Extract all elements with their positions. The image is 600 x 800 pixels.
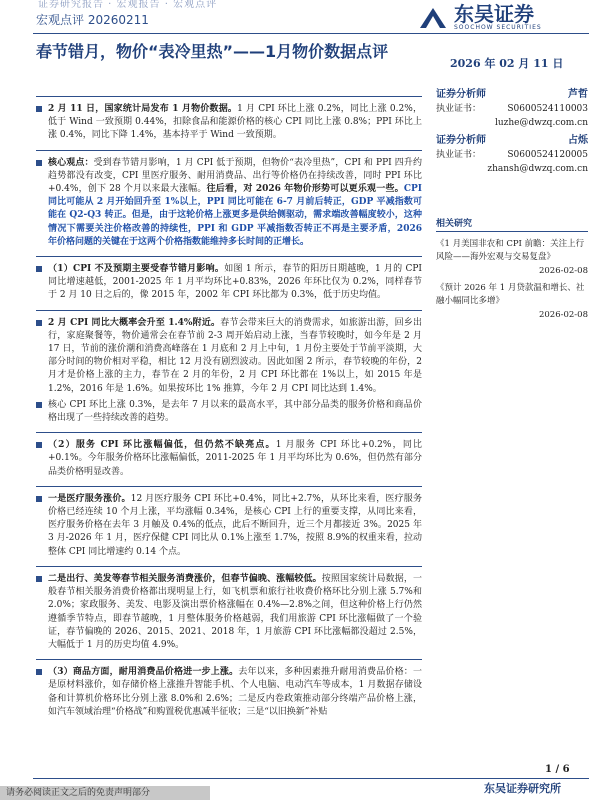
analyst-2-cert-row: [436, 148, 588, 162]
paragraph: [36, 157, 422, 249]
report-section: [36, 566, 422, 659]
paragraph: [36, 103, 422, 143]
analyst-1-cert: S0600524110003: [507, 104, 588, 114]
related-item-title[interactable]: 《预计 2026 年 1 月贷款温和增长、社融小幅同比多增》: [436, 283, 585, 306]
disclaimer-banner: 请务必阅读正文之后的免责声明部分: [0, 786, 210, 800]
paragraph-lead: （3）商品方面，耐用消费品价格进一步上涨。: [48, 667, 239, 678]
paragraph-text: 核心 CPI 环比上涨 0.3%，是去年 7 月以来的最高水平，其中部分品类的服务价格和商品价格出现了一些持续改善的趋势。: [48, 399, 422, 424]
report-series: 宏观点评 20260211: [36, 13, 149, 27]
report-section: [36, 659, 422, 726]
paragraph-text: 去年以来，多种因素推升耐用消费品价格：一是原材料涨价，如存储价格上涨推升智能手机、个人电脑、电动汽车等成本，1 月数据存储设备和计算机价格环比分别上涨 8.0%和 2.6%；二是反内卷政策推动部分终端产品价格上涨，如汽车领域治理“价格战”和购置税优惠减半征收；三是“以旧换新”补贴: [48, 667, 422, 717]
header-divider: [33, 33, 589, 34]
paragraph: [36, 573, 422, 652]
report-section: [36, 432, 422, 486]
bullet-square-icon: [36, 576, 42, 582]
report-body: [36, 96, 422, 726]
paragraph: [36, 439, 422, 479]
analyst-1-cert-row: [436, 102, 588, 116]
paragraph-text: 1 月服务 CPI 环比+0.2%，同比+0.1%。今年服务价格环比涨幅偏低，2011-2025 年 1 月平均环比为 0.6%，但仍然有部分品类价格明显改善。: [48, 440, 422, 477]
footer-divider: [33, 778, 589, 779]
bullet-square-icon: [36, 496, 42, 502]
analyst-block: [436, 88, 588, 176]
paragraph: [36, 666, 422, 719]
related-research-heading: 相关研究: [436, 216, 588, 232]
paragraph-text: 受到春节错月影响，1 月 CPI 低于预期，但物价“表冷里热”，CPI 和 PPI 四升约趋势都没有改变，CPI 里医疗服务、耐用消费品、出行等价格仍在持续改善，同时 PPI 环比+0.4%，创下 28 个月以来最大涨幅。: [48, 157, 422, 195]
bullet-square-icon: [36, 669, 42, 675]
analyst-2-email[interactable]: zhansh@dwzq.com.cn: [487, 164, 588, 174]
paragraph: [36, 399, 422, 425]
bullet-square-icon: [36, 442, 42, 448]
analyst-1-name: 芦哲: [568, 89, 588, 100]
related-research-list: [436, 238, 588, 320]
report-section: [36, 96, 422, 150]
logo-text-cn: 东吴证券: [454, 1, 534, 26]
paragraph-text: 12 月医疗服务 CPI 环比+0.4%，同比+2.7%，从环比来看，医疗服务价格已经连续 10 个月上涨，平均涨幅 0.34%，是核心 CPI 上行的重要支撑，从同比来看，医疗服务价格在去年 3 月触及 0.4%的低点，此后不断回升，近三个月都接近 3%。2025 年 3 月-2026 年 1 月，医疗保健 CPI 同比从 0.1%上涨至 1.7%，按照 8.9%的权重来看，拉动整体 CPI 同比增速约 0.14 个点。: [48, 493, 422, 557]
bullet-square-icon: [36, 266, 42, 272]
footer-company: 东吴证券研究所: [484, 782, 561, 795]
paragraph-lead: 2 月 CPI 同比大概率会升至 1.4%附近。: [48, 317, 221, 328]
paragraph: [36, 317, 422, 396]
bullet-square-icon: [36, 402, 42, 408]
report-date: 2026 年 02 月 11 日: [450, 57, 564, 70]
analyst-1-cert-label: 执业证书：: [436, 104, 482, 114]
logo-mark-icon: [418, 4, 448, 30]
bullet-square-icon: [36, 106, 42, 112]
report-section: [36, 256, 422, 310]
analyst-2-header: [436, 134, 588, 148]
paragraph-lead: （1）CPI 不及预期主要受春节错月影响。: [48, 264, 225, 275]
paragraph-lead: 一是医疗服务涨价。: [48, 493, 131, 504]
bullet-square-icon: [36, 320, 42, 326]
paragraph: [36, 493, 422, 559]
analyst-2-name: 占烁: [568, 135, 588, 146]
report-section: [36, 486, 422, 566]
analyst-2-cert-label: 执业证书：: [436, 150, 482, 160]
paragraph-emphasis: 往后看，对 2026 年物价形势可以更乐观一些。: [206, 184, 404, 195]
analyst-2-role: 证券分析师: [436, 135, 486, 146]
paragraph-text: 按照国家统计局数据，一般春节相关服务消费价格都出现明显上行，如飞机票和旅行社收费价格环比分别上涨 5.7%和 2.0%；家政服务、美发、电影及演出票价格涨幅在 0.4%—2.8%之间，但这种价格上行仍然遵循季节特点，即春节越晚，1 月整体服务价格越弱，我们用旅游 CPI 环比涨幅做了一个验证，春节偏晚的 2026、2015、2021、2018 年，1 月旅游 CPI 环比涨幅都没超过 2.5%，大幅低于 1 月的历史均值 4.9%。: [48, 573, 422, 650]
report-section: [36, 150, 422, 256]
analyst-1-email[interactable]: luzhe@dwzq.com.cn: [494, 118, 588, 128]
report-title: 春节错月，物价“表冷里热”——1月物价数据点评: [36, 42, 389, 61]
related-item-title[interactable]: 《1 月美国非农和 CPI 前瞻：关注上行风险——海外宏观与交易复盘》: [436, 239, 585, 262]
paragraph-lead: 核心观点：: [48, 157, 94, 168]
related-item-date: 2026-02-08: [538, 266, 588, 276]
analyst-2-cert: S0600524120005: [507, 150, 588, 160]
page-number: 1 / 6: [545, 764, 570, 775]
paragraph-text: 1 月 CPI 环比上涨 0.2%，同比上涨 0.2%，低于 Wind 一致预期 0.44%，扣除食品和能源价格的核心 CPI 同比上涨 0.8%；PPI 环比上涨 0.4%，同比下降 1.4%，基本持平于 Wind 一致预期。: [48, 104, 422, 141]
paragraph-lead: （2）服务 CPI 环比涨幅偏低，但仍然不缺亮点。: [48, 440, 276, 451]
report-category: 证券研究报告 · 宏观报告 · 宏观点评: [38, 0, 218, 10]
company-logo: [418, 2, 588, 32]
paragraph-highlight: CPI 同比可能从 2 月开始回升至 1%以上，PPI 同比可能在 6-7 月前后转正，GDP 平减指数可能在 Q2-Q3 转正。但是，由于这轮价格上涨更多是供给侧驱动，需求端改善幅度较小，这种情况下需要关注价格改善的持续性，PPI 和 GDP 平减指数否转正不再是主要矛盾，2026 年价格问题的关键在于这两个价格指数能维持多长时间的正增长。: [48, 184, 422, 247]
paragraph-text: 春节会带来巨大的消费需求，如旅游出游，回乡出行，家庭聚餐等，物价通常会在春节前 2-3 周开始启动上涨，当春节较晚时，如今年是 2 月 17 日，节前的涨价潮和消费高峰落在 1 月底和 2 月上中旬，1 月份主要处于节前平淡期，大部分时间的物价相对平稳，相比 12 月没有剧烈波动。因此如图 2 所示，春节较晚的年份，2 月才是价格上涨的主力，春节在 2 月的年份，2 月 CPI 环比都在 1%以上，如 2015 年是 1.2%，2016 年是 1.6%。如果按环比 1% 推算，今年 2 月 CPI 同比达到 1.4%。: [48, 317, 422, 394]
paragraph-text: 如图 1 所示，春节的阳历日期越晚，1 月的 CPI 同比增速越低，2001-2025 年 1 月平均环比+0.83%，2026 年环比仅为 0.2%，同样春节于 2 月 10 日之后的，像 2015 年，2002 年 CPI 环比都为 0.3%，低于历史均值。: [48, 264, 422, 301]
paragraph: [36, 263, 422, 303]
paragraph-lead: 2 月 11 日，国家统计局发布 1 月物价数据。: [48, 104, 238, 114]
analyst-1-role: 证券分析师: [436, 89, 486, 100]
bullet-square-icon: [36, 160, 42, 166]
logo-text-en: SOOCHOW SECURITIES: [454, 23, 542, 31]
related-item-date: 2026-02-08: [538, 310, 588, 320]
sidebar: [436, 84, 588, 320]
report-section: [36, 310, 422, 433]
paragraph-lead: 二是出行、美发等春节相关服务消费涨价，但春节偏晚、涨幅较低。: [48, 573, 322, 584]
analyst-1-header: [436, 88, 588, 102]
